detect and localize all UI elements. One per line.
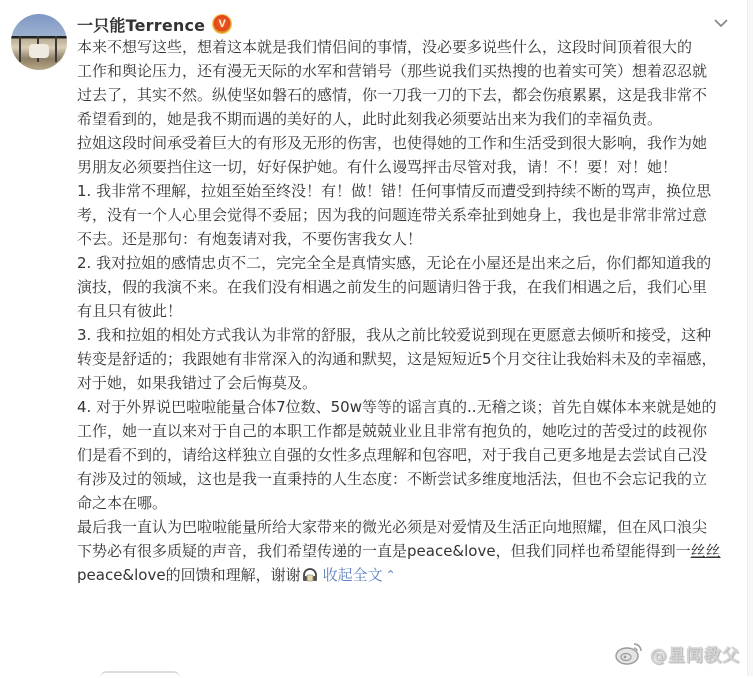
text-line bbox=[77, 563, 737, 587]
verified-badge-icon: V bbox=[213, 15, 231, 33]
text-line: 本来不想写这些，想着这本就是我们情侣间的事情，没必要多说些什么，这段时间顶着很大的 bbox=[77, 38, 693, 56]
text-line: 希望看到的，她是我不期而遇的美好的人，此时此刻我必须要站出来为我们的幸福负责。 bbox=[77, 110, 663, 128]
text-line: 有涉及过的领域，这也是我一直秉持的人生态度：不断尝试多维度地活法，但也不会忘记我的立 bbox=[77, 470, 708, 488]
text-line: 工作和舆论压力，还有漫无天际的水军和营销号（那些说我们买热搜的也着实可笑）想着忍忍就 bbox=[77, 62, 708, 80]
text-line: 2. 我对拉姐的感情忠贞不二，完完全全是真情实感，无论在小屋还是出来之后，你们都知道我的 bbox=[77, 254, 712, 272]
text-line: 1. 我非常不理解，拉姐至始至终没！有！做！错！任何事情反而遭受到持续不断的骂声，换位思 bbox=[77, 182, 712, 200]
post-body bbox=[77, 35, 737, 587]
text-line: 有且只有彼此！ bbox=[77, 302, 183, 320]
paragraph-intro bbox=[77, 35, 737, 131]
avatar-post-detail bbox=[19, 36, 21, 62]
text-line: 工作，她一直以来对于自己的本职工作都是兢兢业业且非常有抱负的，她吃过的苦受过的歧视你 bbox=[77, 422, 708, 440]
paragraph-protect bbox=[77, 131, 737, 179]
watermark-text: @星闻教父 bbox=[650, 645, 740, 666]
collapse-link-label[interactable]: 收起全文 bbox=[322, 566, 383, 584]
paragraph-point-2 bbox=[77, 251, 737, 323]
text-line: 4. 对于外界说巴啦啦能量合体7位数、50w等等的谣言真的..无稽之谈；首先自媒体本来就是她的 bbox=[77, 398, 717, 416]
text-line: 转变是舒适的；我跟她有非常深入的沟通和默契，这是短短近5个月交往让我始料未及的幸福感， bbox=[77, 350, 717, 368]
text-line: 最后我一直认为巴啦啦能量所给大家带来的微光必须是对爱情及生活正向地照耀，但在风口浪尖 bbox=[77, 518, 708, 536]
text-segment: peace&love的回馈和理解，谢谢 bbox=[77, 566, 301, 584]
collapse-full-text-link[interactable] bbox=[323, 566, 396, 584]
post-header bbox=[77, 11, 231, 37]
avatar-post-detail bbox=[55, 36, 57, 62]
paragraph-point-4 bbox=[77, 395, 737, 515]
underlined-text: 丝丝 bbox=[690, 542, 721, 560]
text-line bbox=[77, 539, 737, 563]
paragraph-point-1 bbox=[77, 179, 737, 251]
weibo-logo-icon bbox=[614, 640, 644, 666]
text-line: 命之本在哪。 bbox=[77, 494, 168, 512]
paragraph-point-3 bbox=[77, 323, 737, 395]
text-line: 拉姐这段时间承受着巨大的有形及无形的伤害，也使得她的工作和生活受到很大影响，我作为她 bbox=[77, 134, 708, 152]
avatar-animal-detail bbox=[29, 44, 49, 58]
watermark bbox=[614, 640, 740, 666]
attached-image-edge[interactable] bbox=[100, 671, 180, 678]
scrollbar-track[interactable] bbox=[747, 0, 753, 676]
text-line: 过去了，其实不然。纵使坚如磐石的感情，你一刀我一刀的下去，都会伤痕累累，这是我非常不 bbox=[77, 86, 708, 104]
text-line: 们是看不到的，请给这样独立自强的女性多点理解和包容吧，对于我自己更多地是去尝试自己没 bbox=[77, 446, 708, 464]
headphones-emoji-icon bbox=[302, 567, 318, 582]
paragraph-closing bbox=[77, 515, 737, 587]
author-name[interactable]: 一只能Terrence bbox=[77, 15, 206, 35]
text-segment: 下势必有很多质疑的声音，我们希望传递的一直是peace&love，但我们同样也希望能得到一 bbox=[77, 542, 691, 560]
avatar[interactable] bbox=[11, 14, 67, 70]
text-line: 演技，假的我演不来。在我们没有相遇之前发生的问题请归咎于我，在我们相遇之后，我们心里 bbox=[77, 278, 708, 296]
text-line: 对于她，如果我错过了会后悔莫及。 bbox=[77, 374, 318, 392]
text-line: 不去。还是那句：有炮轰请对我，不要伤害我女人！ bbox=[77, 230, 423, 248]
text-line: 3. 我和拉姐的相处方式我认为非常的舒服，我从之前比较爱说到现在更愿意去倾听和接受，这种 bbox=[77, 326, 712, 344]
caret-up-icon[interactable]: ⌃ bbox=[385, 568, 396, 582]
text-line: 考，没有一个人心里会觉得不委屈；因为我的问题连带关系牵扯到她身上，我也是非常非常过意 bbox=[77, 206, 708, 224]
chevron-down-icon[interactable] bbox=[712, 16, 730, 30]
text-line: 男朋友必须要挡住这一切，好好保护她。有什么谩骂抨击尽管对我，请！不！要！对！她！ bbox=[77, 158, 678, 176]
